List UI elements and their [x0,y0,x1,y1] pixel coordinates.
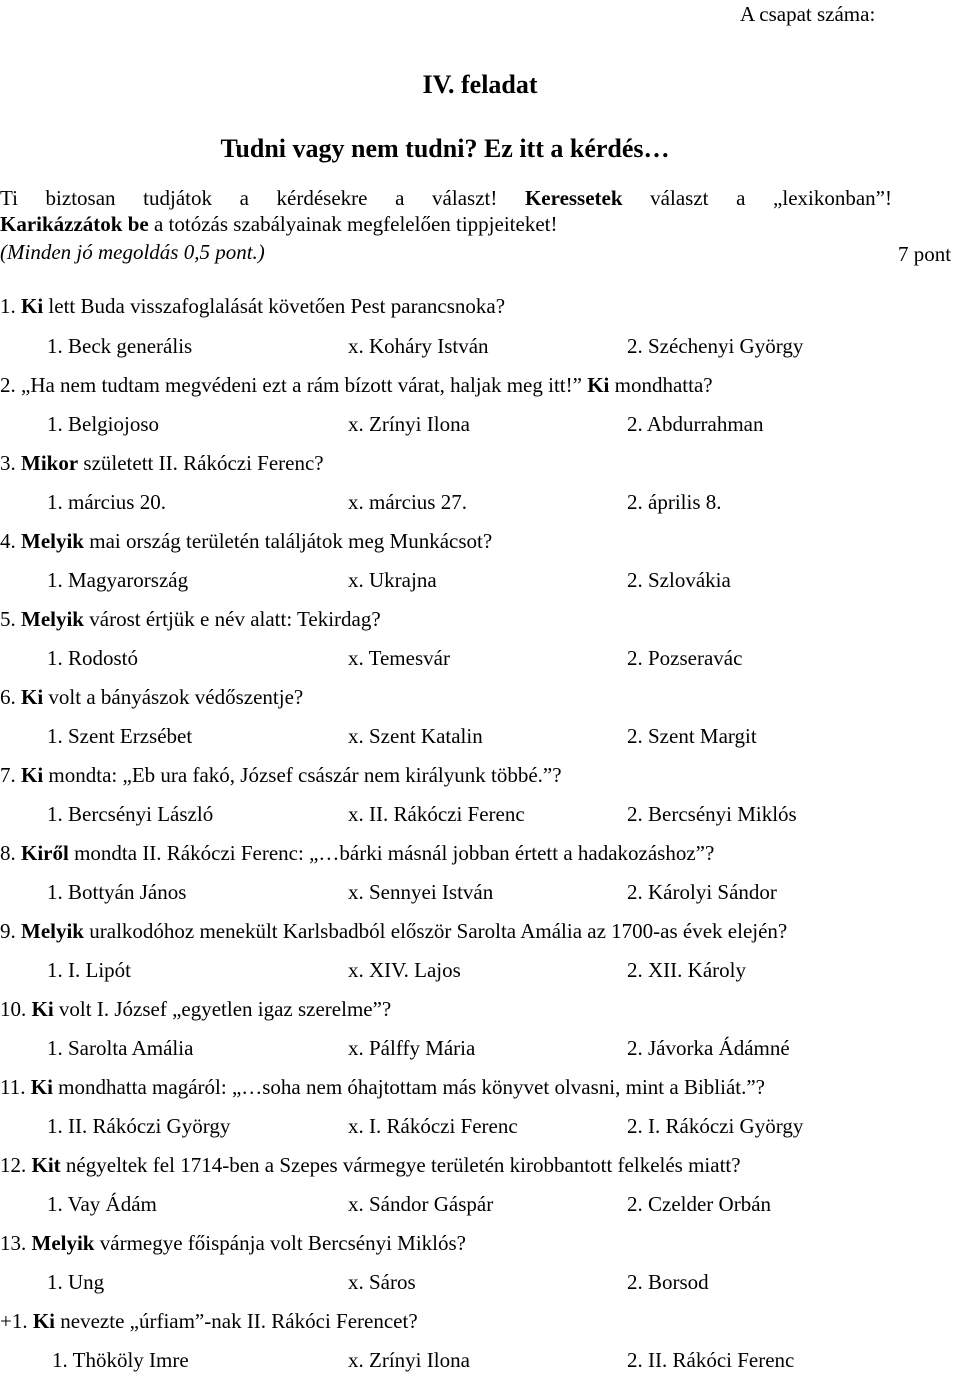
option-x[interactable]: x. Koháry István [348,334,489,358]
option-x[interactable]: x. Pálffy Mária [348,1036,476,1060]
question-bonus: +1. Ki nevezte „úrfiam”-nak II. Rákóci Ferencet? [0,1309,418,1333]
question-10: 10. Ki volt I. József „egyetlen igaz szerelme”? [0,997,392,1021]
option-x[interactable]: x. Szent Katalin [348,724,483,748]
option-2[interactable]: 2. Széchenyi György [627,334,804,358]
option-1[interactable]: 1. március 20. [47,490,166,514]
option-1[interactable]: 1. Belgiojoso [47,412,160,436]
intro-bold: Karikázzátok be [0,212,149,236]
option-2[interactable]: 2. XII. Károly [627,958,746,982]
option-1[interactable]: 1. Bercsényi László [47,802,214,826]
intro-text: a totózás szabályainak megfelelően tippjeiteket! [148,212,558,236]
option-1[interactable]: 1. Beck generális [47,334,193,358]
question-4: 4. Melyik mai ország területén találjátok meg Munkácsot? [0,529,493,553]
option-x[interactable]: x. XIV. Lajos [348,958,461,982]
option-x[interactable]: x. Zrínyi Ilona [348,412,470,436]
question-2: 2. „Ha nem tudtam megvédeni ezt a rám bízott várat, haljak meg itt!” Ki mondhatta? [0,373,713,397]
option-2[interactable]: 2. Abdurrahman [627,412,764,436]
option-1[interactable]: 1. Bottyán János [47,880,187,904]
option-2[interactable]: 2. II. Rákóci Ferenc [627,1348,795,1372]
points-total: 7 pont [898,242,952,266]
option-1[interactable]: 1. Vay Ádám [47,1192,157,1216]
option-1[interactable]: 1. II. Rákóczi György [47,1114,231,1138]
intro-text: Ti biztosan tudjátok a kérdésekre a választ! [0,186,525,210]
option-2[interactable]: 2. Szent Margit [627,724,757,748]
option-2[interactable]: 2. Bercsényi Miklós [627,802,797,826]
page-subtitle: Tudni vagy nem tudni? Ez itt a kérdés… [220,134,670,163]
option-1[interactable]: 1. I. Lipót [47,958,131,982]
option-1[interactable]: 1. Thököly Imre [52,1348,189,1372]
intro-line-1 [0,186,892,211]
option-x[interactable]: x. Sáros [348,1270,416,1294]
option-1[interactable]: 1. Ung [47,1270,105,1294]
option-1[interactable]: 1. Magyarország [47,568,189,592]
option-x[interactable]: x. II. Rákóczi Ferenc [348,802,525,826]
option-x[interactable]: x. március 27. [348,490,467,514]
question-13: 13. Melyik vármegye főispánja volt Bercsényi Miklós? [0,1231,466,1255]
intro-bold: Keressetek [524,186,623,210]
question-3: 3. Mikor született II. Rákóczi Ferenc? [0,451,324,475]
option-2[interactable]: 2. Czelder Orbán [627,1192,772,1216]
option-2[interactable]: 2. Pozseravác [627,646,743,670]
question-12: 12. Kit négyeltek fel 1714-ben a Szepes vármegye területén kirobbantott felkelés miatt? [0,1153,741,1177]
question-1: 1. Ki lett Buda visszafoglalását követően Pest parancsnoka? [0,294,506,318]
option-1[interactable]: 1. Rodostó [47,646,139,670]
question-9: 9. Melyik uralkodóhoz menekült Karlsbadból először Sarolta Amália az 1700-as évek elején? [0,919,788,943]
question-7: 7. Ki mondta: „Eb ura fakó, József császár nem királyunk többé.”? [0,763,562,787]
option-1[interactable]: 1. Sarolta Amália [47,1036,194,1060]
option-x[interactable]: x. Sándor Gáspár [348,1192,494,1216]
option-x[interactable]: x. Zrínyi Ilona [348,1348,470,1372]
option-2[interactable]: 2. Szlovákia [627,568,731,592]
option-x[interactable]: x. Sennyei István [348,880,494,904]
task-title: IV. feladat [422,70,538,99]
option-2[interactable]: 2. Károlyi Sándor [627,880,777,904]
option-x[interactable]: x. I. Rákóczi Ferenc [348,1114,518,1138]
intro-text: választ a „lexikonban”! [622,186,892,210]
option-2[interactable]: 2. Jávorka Ádámné [627,1036,790,1060]
option-x[interactable]: x. Ukrajna [348,568,437,592]
intro-line-2 [0,212,557,237]
intro-line-3: (Minden jó megoldás 0,5 pont.) [0,240,265,264]
question-8: 8. Kiről mondta II. Rákóczi Ferenc: „…bárki másnál jobban értett a hadakozáshoz”? [0,841,715,865]
question-6: 6. Ki volt a bányászok védőszentje? [0,685,304,709]
question-11: 11. Ki mondhatta magáról: „…soha nem óhajtottam más könyvet olvasni, mint a Bibliát.”? [0,1075,765,1099]
option-2[interactable]: 2. I. Rákóczi György [627,1114,804,1138]
option-x[interactable]: x. Temesvár [348,646,450,670]
team-number-label: A csapat száma: [740,2,876,26]
option-1[interactable]: 1. Szent Erzsébet [47,724,193,748]
question-5: 5. Melyik várost értjük e név alatt: Tekirdag? [0,607,381,631]
option-2[interactable]: 2. április 8. [627,490,722,514]
option-2[interactable]: 2. Borsod [627,1270,709,1294]
